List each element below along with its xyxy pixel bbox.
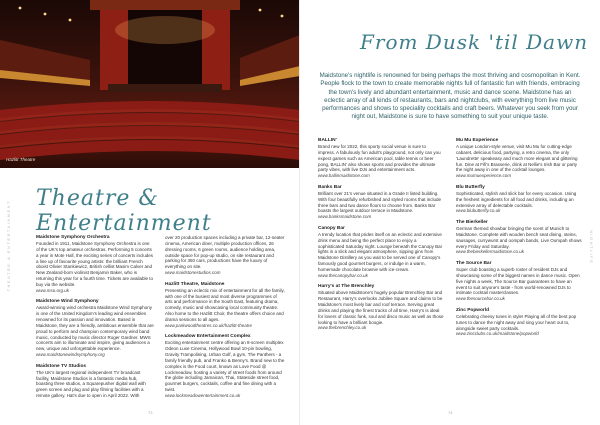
venue-website-link[interactable]: www.thebierkellermaidstone.co.uk bbox=[456, 249, 525, 255]
theatre-auditorium-illustration bbox=[0, 0, 300, 168]
venue-heading: The Source Bar bbox=[456, 261, 492, 267]
venue-heading: BALLIN' bbox=[318, 138, 337, 143]
venue-entry bbox=[36, 364, 154, 399]
theatre-photo bbox=[0, 0, 300, 168]
venue-entry bbox=[456, 185, 582, 214]
venue-heading: Zinc Popworld bbox=[456, 307, 490, 313]
venue-heading: Maidstone TV Studios bbox=[36, 363, 87, 369]
venue-heading: Harry's at The Brenchley bbox=[318, 284, 375, 290]
venue-description: German themed showbar bringing the scent of Munich to Maidstone. Complete with wooden bench seat dining, steins, sausages, currywurst and oompah bands, Live Oompah shows every Friday and Saturday. bbox=[456, 226, 582, 249]
section-side-label: THEATRE & ENTERTAINMENT bbox=[6, 200, 11, 292]
venue-website-link[interactable]: www.maidstonestudios.com bbox=[165, 270, 221, 276]
venue-entry bbox=[36, 299, 154, 358]
left-column-1 bbox=[36, 235, 154, 405]
venue-entry bbox=[318, 185, 444, 220]
venue-heading: Maidstone Symphony Orchestra bbox=[36, 235, 110, 240]
venue-heading: Hazlitt Theatre, Maidstone bbox=[165, 281, 225, 287]
venue-entry bbox=[456, 308, 582, 337]
venue-description: A trendy location that prides itself on an eclectic and extensive drink menu and being the perfect place to enjoy a sophisticated Saturday night. Lounge beneath the Canopy Bar lights in a slick and elegant atmosphere, sipping gins from Maidstone Distillery as you wait to be served one of Canopy's famously good gourmet burgers, or indulge in a warm, homemade chocolate brownie with ice-cream. bbox=[318, 231, 443, 272]
venue-heading: Banks Bar bbox=[318, 184, 342, 190]
venue-description: Brand new for 2022, this sporty social venue is sure to impress. A fabulously fun adult's playground, not only can you expect games such as American pool, table tennis or beer pong, BALLIN' also shows sports and provides the ultimate party vibes, with live DJs and entertainment acts. bbox=[318, 144, 441, 173]
venue-heading: Canopy Bar bbox=[318, 225, 345, 231]
section-title: Theatre & Entertainment bbox=[36, 186, 212, 236]
venue-website-link[interactable]: www.thesourcebar.co.uk bbox=[456, 296, 505, 302]
venue-description: Founded in 1911, Maidstone Symphony Orchestra is one of the UK's top amateur orchestras. Performing 5 concerts a year in Mote Hall, the exciting series of concerts includes a line up of favourite young artists: the brilliant French oboist Olivier Stankiewicz, British cellist Maxim Calver and New Zealand-born violinist Benjamin Baker, who is returning this year for a fourth time. Tickets are available to buy via the website. bbox=[36, 241, 154, 287]
venue-website-link[interactable]: www.ballinmaidstone.com bbox=[318, 173, 370, 179]
venue-entry bbox=[165, 282, 285, 329]
venue-website-link[interactable]: www.lockmeadowentertainment.co.uk bbox=[165, 393, 241, 398]
right-column-2 bbox=[456, 138, 582, 343]
venue-description: Award-winning wind orchestra Maidstone Wind Symphony is one of the United Kingdom's leading wind ensembles renowned for its passion and innovation. Based in Maidstone, they are a friendly, ambitious ensemble that are proud to perform and champion contemporary wind band music, conducted by music director Roger Gardner. MWS concerts aim to illuminate and inspire, giving audiences a new, unique and unforgettable experience. bbox=[36, 305, 154, 352]
photo-credit: Hazlitt Theatre bbox=[6, 157, 36, 162]
nightlife-intro: Maidstone's nightlife is renowned for being perhaps the most thriving and cosmopolitan in Kent. People flock to the town to create memorable nights full of fantastic fun with friends, embracing the town's lively and abundant entertainment, music and dance scene. Maidstone has an eclectic array of all kinds of restaurants, bars and nightclubs, with everything from live music performances and shows to speciality cocktails and craft beers. Whatever you seek from your night out, Maidstone is sure to have something to suit your unique taste. bbox=[319, 72, 581, 121]
venue-entry bbox=[318, 226, 444, 279]
venue-entry bbox=[165, 334, 285, 398]
venue-website-link[interactable]: www.parkwoodtheatres.co.uk/hazlitt-theatre bbox=[165, 322, 253, 328]
venue-website-link[interactable]: www.mso.org.uk bbox=[36, 287, 70, 293]
venue-website-link[interactable]: www.thecanopybar.co.uk bbox=[318, 272, 368, 278]
venue-description: Brilliant over 21's venue situated in a Grade II listed building. With four beautifully refurbished and styled rooms that include three bars and two dance floors to choose from. Banks Bar boasts the largest outdoor terrace in Maidstone. bbox=[318, 190, 442, 214]
venue-description: A unique London-style venue, visit Mu Mu for cutting-edge cabaret, delicious food, partying, a retro cinema, the only 'Laundrette' speakeasy and much more elegant and glittering fun. Dine at Fifi's Brasserie, drink at Nellie's Irish Bar or party the night away in one of the cocktail lounges. bbox=[456, 144, 578, 173]
page-number-left: 73 bbox=[148, 410, 153, 415]
venue-description: Sophisticated, stylish and slick bar for every occasion. Using the freshest ingredients for all food and drinks, including an extensive array of delectable cocktails. bbox=[456, 190, 577, 208]
venue-website-link[interactable]: www.mumuexperience.com bbox=[456, 173, 512, 179]
venue-entry bbox=[456, 138, 582, 179]
venue-heading: Lockmeadow Entertainment Complex bbox=[165, 334, 251, 340]
venue-entry bbox=[318, 138, 444, 179]
venue-entry bbox=[456, 261, 582, 302]
venue-website-link[interactable]: www.blubutterfly.co.uk bbox=[456, 208, 501, 214]
right-column-1 bbox=[318, 138, 444, 337]
venue-entry bbox=[456, 220, 582, 255]
venue-entry bbox=[36, 235, 154, 294]
venue-description: Super club boasting a superb roster of resident DJs and showcasing some of the biggest names in dance music. Open five nights a week, The Source Bar guarantees to have an event to suit anyone's taste - from world-renowned DJs to intimate cocktail masterclasses. bbox=[456, 267, 580, 296]
venue-heading: Maidstone Wind Symphony bbox=[36, 299, 99, 305]
venue-description: Celebrating cheesy tunes in style! Playing all of the best pop tunes to dance the night away and sing your heart out to, alongside sweet party cocktails. bbox=[456, 313, 577, 331]
venue-description: Exciting entertainment centre offering an 8-screen multiplex Odeon Luxe Cinema, Hollywood Bowl 10-pin bowling, Gravity Trampolining, Urban Golf, a gym, The Panthers - a family friendly pub, and Franko & Benny's. Brand new to the complex is the Food court, known as Love Food @ Lockmeadow, hosting a variety of street foods from around the globe including Jamaican, Thai, Stateside street food, gourmet burgers, cocktails, coffee and fine dining with a twist. bbox=[165, 340, 285, 393]
venue-heading: Blu Butterfly bbox=[456, 184, 485, 190]
venue-entry-continued bbox=[165, 235, 285, 276]
venue-website-link[interactable]: www.banksmaidstone.com bbox=[318, 214, 372, 220]
venue-website-link[interactable]: www.thebrenchley.co.uk bbox=[318, 325, 367, 331]
nightlife-section-title: From Dusk 'til Dawn bbox=[360, 30, 589, 54]
venue-description: Presenting an eclectic mix of entertainment for all the family, with one of the busiest and most diverse programmes of arts and performance in the South East, featuring drama, comedy, music and showcasing local community theatre. Also home to the Hazlitt Choir, the theatre offers choice and drama sessions to all ages. bbox=[165, 287, 285, 322]
left-column-2 bbox=[165, 235, 285, 405]
venue-description: The UK's largest regional independent TV broadcast facility, Maidstone Studios is a fantastic media hub, boasting three studios, a Squarepusher digital wall with green screen and plug and play filming facilities with a remote gallery. Hat's due to open in April 2022. With bbox=[36, 369, 146, 399]
page-number-right: 74 bbox=[448, 410, 453, 415]
nightlife-side-label: NIGHTLIFE bbox=[589, 230, 594, 265]
venue-website-link[interactable]: www.maidstonewindsymphony.org bbox=[36, 352, 105, 358]
venue-website-link[interactable]: www.zincclubs.co.uk/maidstone/popworld bbox=[456, 331, 539, 337]
venue-heading: Mu Mu Experience bbox=[456, 138, 499, 143]
venue-heading: The Bierkeller bbox=[456, 220, 488, 226]
venue-entry bbox=[318, 284, 444, 331]
venue-description: over 20 production spaces including a private bar, 12-seater cinema, American diner, multiple production offices, 26 dressing rooms, 6 green rooms, audience holding area, outside space for pop-up studio, on site restaurant and parking for 350 cars, productions have the luxury of everything on site. bbox=[165, 235, 285, 270]
venue-description: Situated above Maidstone's hugely popular Brenchley Bar and Restaurant, Harry's overlooks Jubilee Square and claims to be Maidstone's most lively bar and roof terrace. Serving great drinks and playing the finest tracks of all time, Harry's is ideal for lovers of classic funk, soul and disco music as well as those looking to have a brilliant boogie. bbox=[318, 290, 444, 325]
